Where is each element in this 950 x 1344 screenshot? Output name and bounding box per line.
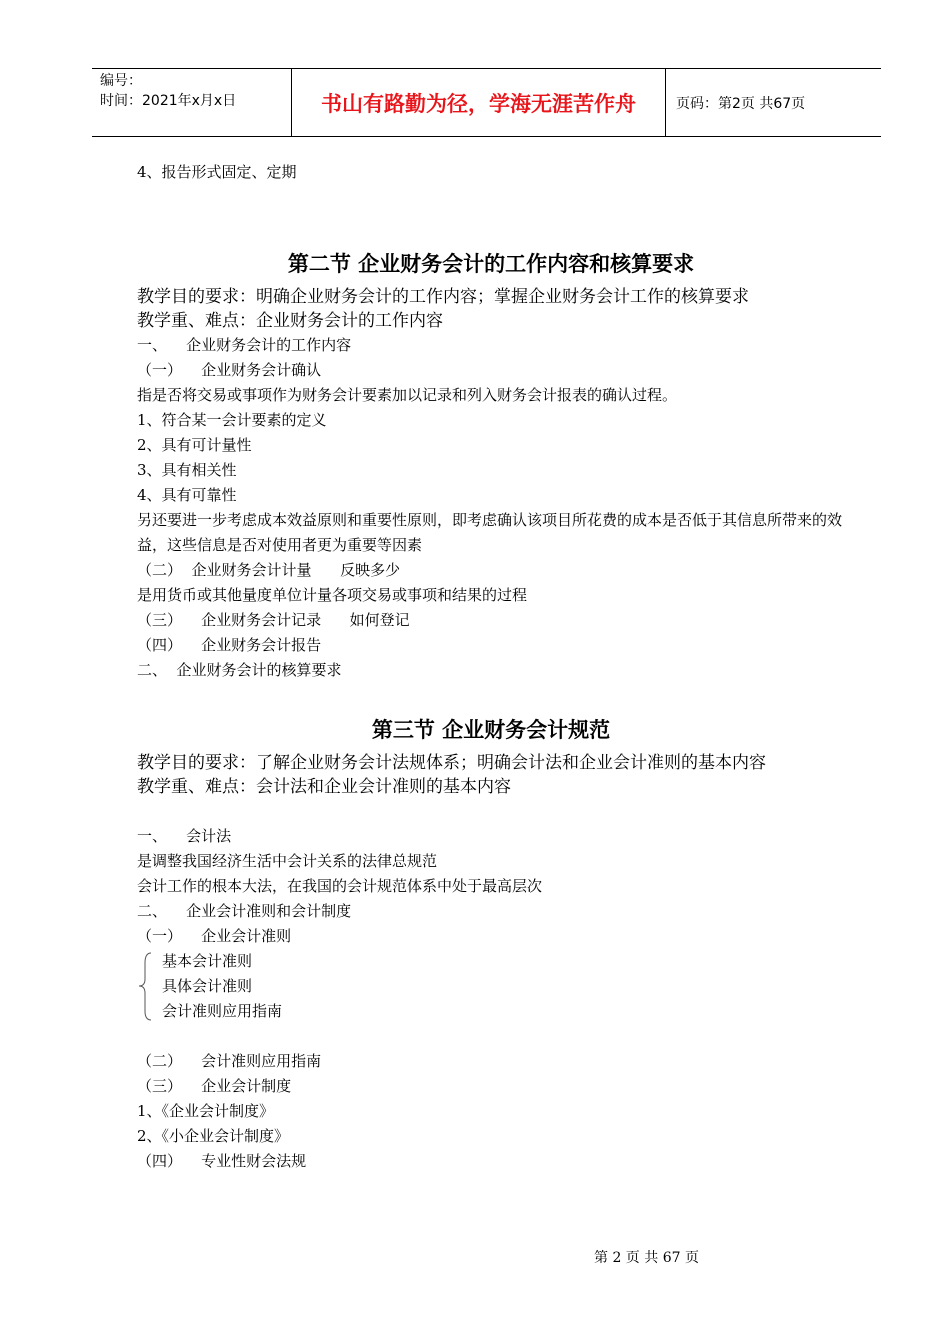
- subheading: （二） 会计准则应用指南: [137, 1052, 322, 1070]
- subheading: （四） 专业性财会法规: [137, 1152, 307, 1170]
- list-item: 基本会计准则: [162, 952, 253, 970]
- text-line: 会计工作的根本大法，在我国的会计规范体系中处于最高层次: [137, 877, 543, 895]
- time-label: 时间：2021年x月x日: [100, 93, 237, 109]
- subheading: （二） 企业财务会计计量 反映多少: [137, 561, 401, 579]
- list-item: 会计准则应用指南: [162, 1002, 283, 1020]
- section-2-key: 教学重、难点：企业财务会计的工作内容: [137, 311, 443, 331]
- list-item: 1、符合某一会计要素的定义: [137, 411, 327, 429]
- subheading: （一） 企业财务会计确认: [137, 361, 322, 379]
- page-header: [92, 68, 881, 137]
- list-item: 4、具有可靠性: [137, 486, 237, 504]
- section-2-title: 第二节 企业财务会计的工作内容和核算要求: [287, 252, 695, 276]
- heading-1: 一、 会计法: [137, 827, 232, 845]
- subheading: （四） 企业财务会计报告: [137, 636, 322, 654]
- list-item: 具体会计准则: [162, 977, 253, 995]
- section-3-key: 教学重、难点：会计法和企业会计准则的基本内容: [137, 777, 511, 797]
- text-line: 是调整我国经济生活中会计关系的法律总规范: [137, 852, 438, 870]
- section-3-goal: 教学目的要求：了解企业财务会计法规体系；明确会计法和企业会计准则的基本内容: [137, 753, 766, 773]
- list-item: 3、具有相关性: [137, 461, 237, 479]
- subheading: （三） 企业财务会计记录 如何登记: [137, 611, 410, 629]
- subheading: （一） 企业会计准则: [137, 927, 292, 945]
- section-3-title: 第三节 企业财务会计规范: [371, 718, 611, 742]
- header-meta: [92, 69, 292, 136]
- page-footer: 第 2 页 共 67 页: [594, 1250, 699, 1266]
- subheading: （三） 企业会计制度: [137, 1077, 292, 1095]
- brace-icon: [137, 949, 157, 1024]
- list-item: 2、具有可计量性: [137, 436, 252, 454]
- motto: 书山有路勤为径，学海无涯苦作舟: [292, 69, 666, 136]
- standards-group: [137, 949, 845, 1024]
- page-info: 页码：第2页 共67页: [676, 95, 806, 112]
- code-label: 编号：: [100, 73, 142, 89]
- heading-2: 二、 企业会计准则和会计制度: [137, 902, 352, 920]
- heading-1: 一、 企业财务会计的工作内容: [137, 336, 352, 354]
- text-line: 指是否将交易或事项作为财务会计要素加以记录和列入财务会计报表的确认过程。: [137, 386, 678, 404]
- text-paragraph: 另还要进一步考虑成本效益原则和重要性原则，即考虑确认该项目所花费的成本是否低于其信息所带来的效益，这些信息是否对使用者更为重要等因素: [137, 511, 843, 554]
- text-line: 4、报告形式固定、定期: [137, 163, 297, 181]
- document-body: [137, 160, 845, 1174]
- text-line: 是用货币或其他量度单位计量各项交易或事项和结果的过程: [137, 586, 528, 604]
- list-item: 2、《小企业会计制度》: [137, 1127, 290, 1145]
- heading-2: 二、 企业财务会计的核算要求: [137, 661, 342, 679]
- section-2-goal: 教学目的要求：明确企业财务会计的工作内容；掌握企业财务会计工作的核算要求: [137, 287, 749, 307]
- list-item: 1、《企业会计制度》: [137, 1102, 275, 1120]
